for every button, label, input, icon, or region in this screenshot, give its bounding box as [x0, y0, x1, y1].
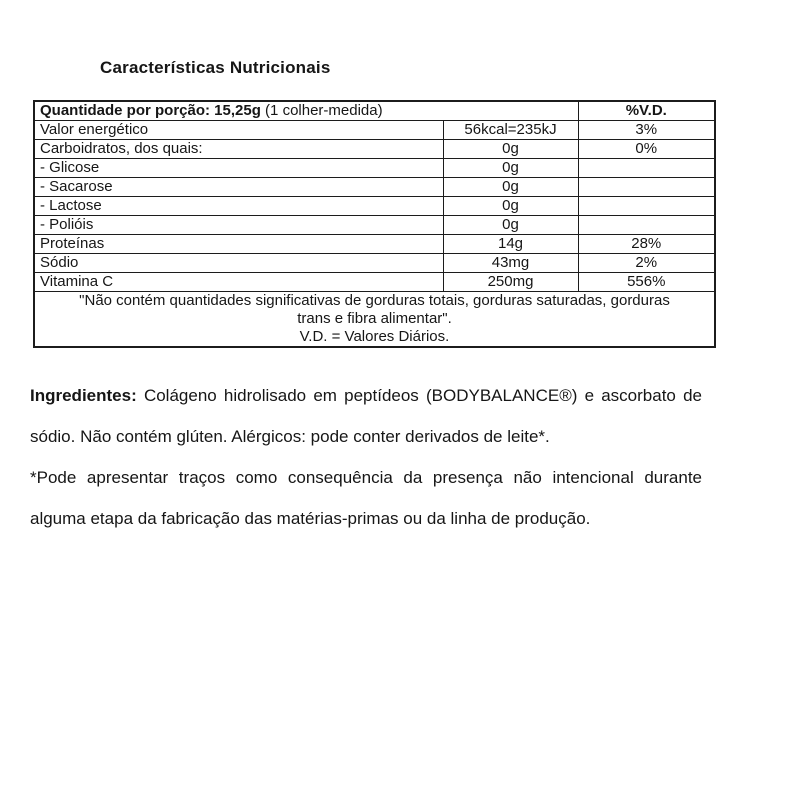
nutrient-name: Valor energético [34, 121, 443, 140]
table-header-row [34, 101, 715, 121]
table-row-proteinas [34, 235, 715, 254]
portion-label: Quantidade por porção: 15,25g [40, 102, 261, 119]
table-row-valor-energetico [34, 121, 715, 140]
nutrient-name: Proteínas [34, 235, 443, 254]
nutrient-value: 250mg [443, 273, 578, 292]
nutrient-value: 14g [443, 235, 578, 254]
table-row-poliois [34, 216, 715, 235]
nutrient-value: 43mg [443, 254, 578, 273]
table-row-vitamina-c [34, 273, 715, 292]
nutrient-value: 0g [443, 159, 578, 178]
portion-header-cell [34, 101, 578, 121]
table-row-sodio [34, 254, 715, 273]
table-row-carboidratos [34, 140, 715, 159]
nutrient-name: Carboidratos, dos quais: [34, 140, 443, 159]
ingredients-label: Ingredientes: [30, 386, 137, 405]
nutrient-value: 0g [443, 197, 578, 216]
ingredients-text: Colágeno hidrolisado em peptídeos (BODYBALANCE®) e ascorbato de sódio. Não contém glúten. Alérgicos: pode conter derivados de leite*. [30, 386, 702, 446]
vd-column-header: %V.D. [578, 101, 715, 121]
footnote-line-2: trans e fibra alimentar". [297, 310, 452, 327]
allergen-traces-note: *Pode apresentar traços como consequência da presença não intencional durante alguma etapa da fabricação das matérias-primas ou da linha de produção. [30, 468, 702, 528]
vd-definition: V.D. = Valores Diários. [299, 328, 450, 345]
nutrition-table [33, 100, 716, 348]
table-footnote-cell [34, 292, 715, 348]
portion-measure: (1 colher-medida) [260, 102, 383, 119]
table-row-sacarose [34, 178, 715, 197]
ingredients-section [30, 375, 702, 539]
nutrient-vd: 0% [578, 140, 715, 159]
ingredients-paragraph [30, 375, 702, 457]
nutrient-value: 56kcal=235kJ [443, 121, 578, 140]
nutrient-name: - Sacarose [34, 178, 443, 197]
footnote-line-1: "Não contém quantidades significativas de gorduras totais, gorduras saturadas, gorduras [79, 292, 670, 309]
nutrient-vd [578, 197, 715, 216]
table-row-lactose [34, 197, 715, 216]
nutrient-vd [578, 216, 715, 235]
nutrient-name: - Glicose [34, 159, 443, 178]
nutrient-name: - Polióis [34, 216, 443, 235]
nutrient-name: Sódio [34, 254, 443, 273]
table-row-glicose [34, 159, 715, 178]
nutrient-value: 0g [443, 216, 578, 235]
page-title: Características Nutricionais [100, 58, 331, 77]
nutrient-value: 0g [443, 178, 578, 197]
nutrient-vd: 2% [578, 254, 715, 273]
nutrient-name: Vitamina C [34, 273, 443, 292]
table-footnote-row [34, 292, 715, 348]
nutrient-vd: 556% [578, 273, 715, 292]
nutrient-name: - Lactose [34, 197, 443, 216]
nutrient-vd: 28% [578, 235, 715, 254]
nutrient-vd [578, 178, 715, 197]
nutrient-vd [578, 159, 715, 178]
nutrient-vd: 3% [578, 121, 715, 140]
nutrient-value: 0g [443, 140, 578, 159]
